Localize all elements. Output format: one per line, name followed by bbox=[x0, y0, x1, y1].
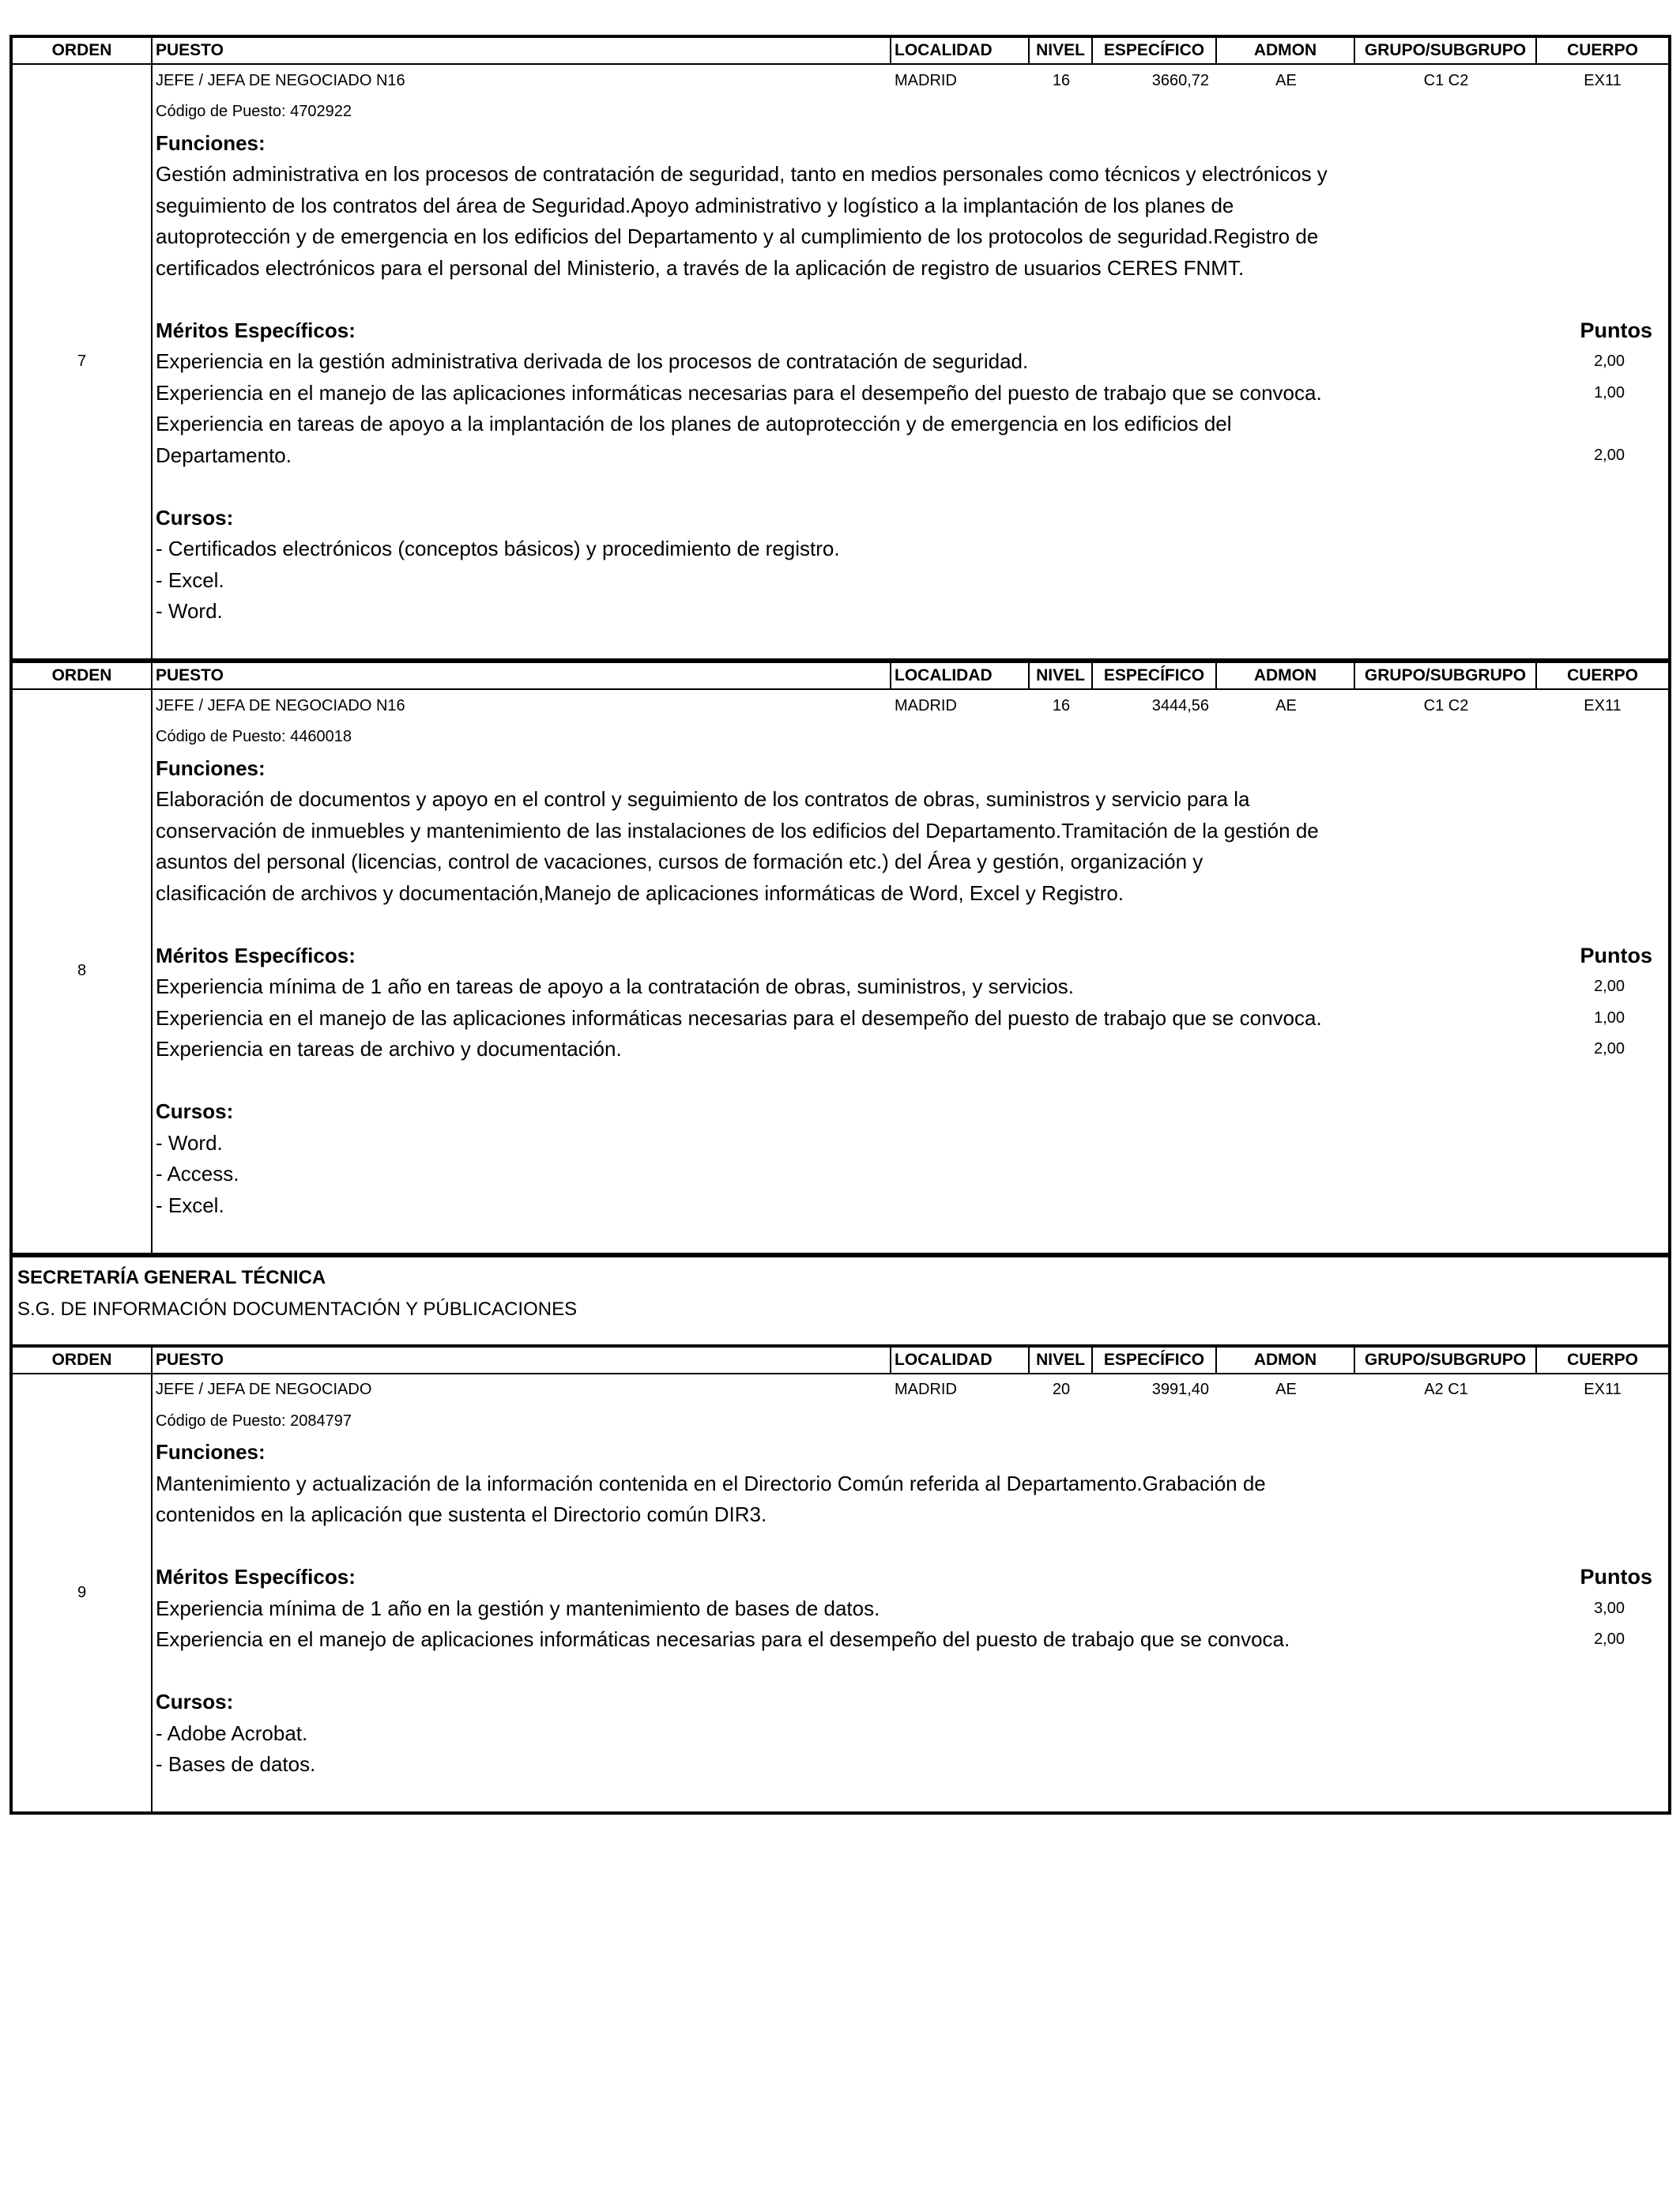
curso-item: - Adobe Acrobat. bbox=[156, 1721, 308, 1745]
merito-puntos: 3,00 bbox=[1594, 1599, 1625, 1617]
header-especifico: ESPECÍFICO bbox=[1093, 663, 1217, 688]
funciones-line: Gestión administrativa en los procesos de contratación de seguridad, tanto en medios personales como técnicos y electrónicos y bbox=[156, 162, 1328, 186]
funciones-line: Elaboración de documentos y apoyo en el control y seguimiento de los contratos de obras, suministros y servicio para la bbox=[156, 787, 1250, 811]
merito-puntos: 2,00 bbox=[1594, 1040, 1625, 1057]
post-puesto: JEFE / JEFA DE NEGOCIADO N16 bbox=[156, 71, 405, 89]
funciones-label: Funciones: bbox=[156, 756, 266, 780]
header-especifico: ESPECÍFICO bbox=[1093, 1348, 1217, 1373]
merito-text: Experiencia en el manejo de las aplicaciones informáticas necesarias para el desempeño del puesto de trabajo que se convoca. bbox=[156, 380, 1322, 405]
post-grupo: C1 C2 bbox=[1423, 696, 1469, 714]
cursos-label: Cursos: bbox=[156, 1099, 234, 1123]
posts-table bbox=[9, 35, 1671, 1815]
header-nivel: NIVEL bbox=[1030, 663, 1093, 688]
merito-puntos: 2,00 bbox=[1594, 978, 1625, 995]
merito-text: Departamento. bbox=[156, 443, 292, 467]
post-summary-line bbox=[153, 1374, 1668, 1406]
merito-puntos: 2,00 bbox=[1594, 446, 1625, 464]
funciones-line: conservación de inmuebles y mantenimiento de las instalaciones de los edificios del Departamento.Tramitación de la gestión de bbox=[156, 818, 1319, 843]
curso-item: - Excel. bbox=[156, 567, 224, 592]
header-nivel: NIVEL bbox=[1030, 1348, 1093, 1373]
merito-text: Experiencia en tareas de archivo y documentación. bbox=[156, 1037, 622, 1061]
post-codigo: Código de Puesto: 2084797 bbox=[156, 1412, 352, 1430]
merito-text: Experiencia en el manejo de aplicaciones informáticas necesarias para el desempeño del puesto de trabajo que se convoca. bbox=[156, 1627, 1290, 1651]
curso-item: - Access. bbox=[156, 1162, 239, 1186]
merito-row bbox=[156, 440, 1668, 472]
header-admon: ADMON bbox=[1217, 1348, 1355, 1373]
post-body bbox=[153, 690, 1668, 1253]
header-admon: ADMON bbox=[1217, 38, 1355, 63]
spacer bbox=[156, 1065, 1668, 1097]
header-orden: ORDEN bbox=[13, 1348, 153, 1373]
merito-row bbox=[156, 378, 1668, 409]
post-especifico: 3444,56 bbox=[1151, 696, 1209, 714]
puntos-label: Puntos bbox=[1580, 1565, 1652, 1589]
post-nivel: 20 bbox=[1052, 1381, 1071, 1398]
funciones-line: asuntos del personal (licencias, control de vacaciones, cursos de formación etc.) del Área y gestión, organización y bbox=[156, 850, 1203, 873]
header-orden: ORDEN bbox=[13, 38, 153, 63]
merito-puntos: 1,00 bbox=[1594, 1008, 1625, 1027]
post-puesto: JEFE / JEFA DE NEGOCIADO bbox=[156, 1381, 372, 1398]
curso-item: - Excel. bbox=[156, 1193, 224, 1217]
post-row bbox=[13, 1374, 1668, 1815]
spacer bbox=[156, 1221, 1668, 1253]
post-row bbox=[13, 690, 1668, 1254]
post-codigo: Código de Puesto: 4460018 bbox=[156, 728, 352, 745]
spacer bbox=[156, 1531, 1668, 1563]
header-puesto: PUESTO bbox=[153, 38, 891, 63]
spacer bbox=[156, 471, 1668, 503]
post-cuerpo: EX11 bbox=[1584, 71, 1622, 89]
post-orden: 7 bbox=[13, 65, 153, 658]
post-admon: AE bbox=[1275, 696, 1297, 714]
post-codigo: Código de Puesto: 4702922 bbox=[156, 103, 352, 120]
header-cuerpo: CUERPO bbox=[1567, 41, 1638, 59]
funciones-label: Funciones: bbox=[156, 130, 266, 155]
funciones-label: Funciones: bbox=[156, 1440, 266, 1464]
curso-item: - Bases de datos. bbox=[156, 1752, 316, 1776]
post-especifico: 3660,72 bbox=[1151, 71, 1209, 89]
meritos-label: Méritos Específicos: Puntos bbox=[156, 1562, 1668, 1593]
header-especifico: ESPECÍFICO bbox=[1093, 38, 1217, 63]
post-grupo: C1 C2 bbox=[1423, 71, 1469, 89]
spacer bbox=[156, 1656, 1668, 1687]
merito-text: Experiencia mínima de 1 año en tareas de apoyo a la contratación de obras, suministros, y servicios. bbox=[156, 974, 1074, 998]
header-cuerpo: CUERPO bbox=[1567, 666, 1638, 684]
post-cuerpo: EX11 bbox=[1584, 696, 1622, 714]
post-puesto: JEFE / JEFA DE NEGOCIADO N16 bbox=[156, 696, 405, 714]
curso-item: - Certificados electrónicos (conceptos básicos) y procedimiento de registro. bbox=[156, 537, 840, 560]
spacer bbox=[156, 1781, 1668, 1812]
cursos-label: Cursos: bbox=[156, 1690, 234, 1713]
column-header-row bbox=[13, 35, 1668, 65]
post-body bbox=[153, 65, 1668, 658]
header-orden: ORDEN bbox=[13, 663, 153, 688]
header-puesto: PUESTO bbox=[153, 663, 891, 688]
post-nivel: 16 bbox=[1052, 71, 1071, 89]
spacer bbox=[156, 909, 1668, 941]
merito-row bbox=[156, 346, 1668, 378]
post-cuerpo: EX11 bbox=[1584, 1381, 1622, 1398]
merito-row bbox=[156, 1593, 1668, 1625]
merito-row bbox=[156, 409, 1668, 440]
funciones-line: certificados electrónicos para el personal del Ministerio, a través de la aplicación de registro de usuarios CERES FNMT. bbox=[156, 255, 1245, 280]
merito-text: Experiencia en la gestión administrativa derivada de los procesos de contratación de seguridad. bbox=[156, 349, 1029, 373]
puntos-label: Puntos bbox=[1580, 943, 1652, 967]
column-header-row bbox=[13, 1344, 1668, 1374]
post-localidad: MADRID bbox=[895, 1381, 957, 1398]
funciones-line: autoprotección y de emergencia en los edificios del Departamento y al cumplimiento de los protocolos de seguridad.Registro de bbox=[156, 224, 1319, 248]
post-especifico: 3991,40 bbox=[1151, 1381, 1209, 1398]
section-heading bbox=[13, 1254, 1668, 1344]
header-admon: ADMON bbox=[1217, 663, 1355, 688]
column-header-row bbox=[13, 660, 1668, 690]
funciones-line: Mantenimiento y actualización de la información contenida en el Directorio Común referida al Departamento.Grabación de bbox=[156, 1471, 1266, 1495]
section-subtitle: S.G. DE INFORMACIÓN DOCUMENTACIÓN Y PÚBLICACIONES bbox=[17, 1298, 578, 1320]
post-orden: 9 bbox=[13, 1374, 153, 1812]
cursos-label: Cursos: bbox=[156, 505, 234, 530]
header-localidad: LOCALIDAD bbox=[891, 38, 1030, 63]
post-body bbox=[153, 1374, 1668, 1812]
merito-text: Experiencia en tareas de apoyo a la implantación de los planes de autoprotección y de emergencia en los edificios del bbox=[156, 412, 1232, 435]
merito-row bbox=[156, 1624, 1668, 1656]
header-grupo: GRUPO/SUBGRUPO bbox=[1355, 663, 1537, 688]
post-localidad: MADRID bbox=[895, 71, 957, 89]
funciones-line: clasificación de archivos y documentación,Manejo de aplicaciones informáticas de Word, Excel y Registro. bbox=[156, 880, 1124, 905]
header-localidad: LOCALIDAD bbox=[891, 663, 1030, 688]
header-grupo: GRUPO/SUBGRUPO bbox=[1355, 1348, 1537, 1373]
merito-text: Experiencia en el manejo de las aplicaciones informáticas necesarias para el desempeño del puesto de trabajo que se convoca. bbox=[156, 1005, 1322, 1030]
header-cuerpo: CUERPO bbox=[1567, 1350, 1638, 1369]
spacer bbox=[156, 284, 1668, 315]
merito-puntos: 1,00 bbox=[1594, 383, 1625, 401]
curso-item: - Word. bbox=[156, 599, 223, 623]
header-localidad: LOCALIDAD bbox=[891, 1348, 1030, 1373]
merito-puntos: 2,00 bbox=[1594, 352, 1625, 370]
merito-puntos: 2,00 bbox=[1594, 1630, 1625, 1648]
puntos-label: Puntos bbox=[1580, 318, 1652, 342]
post-localidad: MADRID bbox=[895, 696, 957, 714]
curso-item: - Word. bbox=[156, 1130, 223, 1155]
section-title: SECRETARÍA GENERAL TÉCNICA bbox=[17, 1266, 326, 1288]
merito-row bbox=[156, 1034, 1668, 1065]
meritos-label: Méritos Específicos: Puntos bbox=[156, 941, 1668, 972]
merito-row bbox=[156, 971, 1668, 1003]
header-puesto: PUESTO bbox=[153, 1348, 891, 1373]
merito-row bbox=[156, 1003, 1668, 1035]
post-admon: AE bbox=[1275, 1381, 1297, 1398]
merito-text: Experiencia mínima de 1 año en la gestión y mantenimiento de bases de datos. bbox=[156, 1596, 880, 1620]
post-admon: AE bbox=[1275, 71, 1297, 89]
post-summary-line bbox=[153, 690, 1668, 722]
funciones-line: contenidos en la aplicación que sustenta el Directorio común DIR3. bbox=[156, 1502, 767, 1526]
post-row bbox=[13, 65, 1668, 660]
post-orden: 8 bbox=[13, 690, 153, 1253]
meritos-label: Méritos Específicos: Puntos bbox=[156, 315, 1668, 347]
spacer bbox=[156, 628, 1668, 659]
post-summary-line bbox=[153, 65, 1668, 96]
funciones-line: seguimiento de los contratos del área de Seguridad.Apoyo administrativo y logístico a la implantación de los planes de bbox=[156, 193, 1234, 217]
header-grupo: GRUPO/SUBGRUPO bbox=[1355, 38, 1537, 63]
header-nivel: NIVEL bbox=[1030, 38, 1093, 63]
post-nivel: 16 bbox=[1052, 696, 1071, 714]
post-grupo: A2 C1 bbox=[1424, 1381, 1468, 1398]
